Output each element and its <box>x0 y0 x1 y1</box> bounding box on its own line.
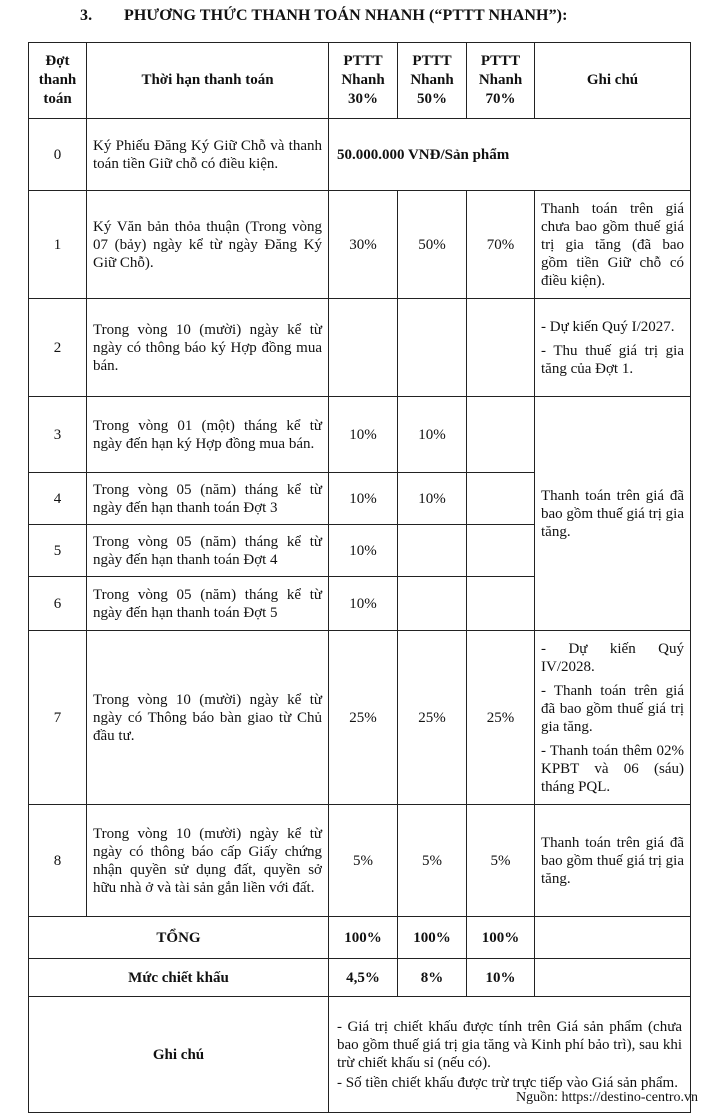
footer-note-label: Ghi chú <box>29 997 329 1113</box>
note-line: - Dự kiến Quý IV/2028. <box>541 640 684 675</box>
table-row <box>29 397 691 473</box>
pct-70 <box>467 473 535 525</box>
note-line: - Thanh toán trên giá đã bao gồm thuế giá trị gia tăng. <box>541 682 684 735</box>
total-note <box>535 917 691 959</box>
pct-50 <box>398 577 467 631</box>
discount-p30: 4,5% <box>329 959 398 997</box>
total-label: TỔNG <box>29 917 329 959</box>
section-number: 3. <box>80 7 93 24</box>
pct-50: 25% <box>398 631 467 805</box>
footer-note-line: - Số tiền chiết khấu được trừ trực tiếp vào Giá sản phẩm. <box>337 1074 678 1091</box>
deadline-text: Trong vòng 10 (mười) ngày kể từ ngày có thông báo cấp Giấy chứng nhận quyền sử dụng đất, quyền sở hữu nhà ở và tài sản gắn liền với đất. <box>87 805 329 917</box>
deadline-text: Trong vòng 05 (năm) tháng kể từ ngày đến hạn thanh toán Đợt 4 <box>87 525 329 577</box>
pct-50 <box>398 299 467 397</box>
discount-row <box>29 959 691 997</box>
table-row <box>29 299 691 397</box>
payment-table <box>28 42 691 1113</box>
installment-no: 5 <box>29 525 87 577</box>
total-p50: 100% <box>398 917 467 959</box>
pct-70 <box>467 525 535 577</box>
pct-30: 10% <box>329 577 398 631</box>
pct-70 <box>467 397 535 473</box>
col-p30: PTTT Nhanh 30% <box>329 43 398 119</box>
deadline-text: Ký Phiếu Đăng Ký Giữ Chỗ và thanh toán tiền Giữ chỗ có điều kiện. <box>87 119 329 191</box>
pct-30 <box>329 299 398 397</box>
pct-30: 10% <box>329 397 398 473</box>
table-row <box>29 631 691 805</box>
pct-30: 25% <box>329 631 398 805</box>
installment-no: 2 <box>29 299 87 397</box>
pct-70: 70% <box>467 191 535 299</box>
pct-70 <box>467 299 535 397</box>
pct-70 <box>467 577 535 631</box>
source-url[interactable]: https://destino-centro.vn <box>561 1090 698 1105</box>
col-note: Ghi chú <box>535 43 691 119</box>
total-p70: 100% <box>467 917 535 959</box>
deadline-text: Trong vòng 05 (năm) tháng kể từ ngày đến hạn thanh toán Đợt 3 <box>87 473 329 525</box>
footer-note-line: - Giá trị chiết khấu được tính trên Giá sản phẩm (chưa bao gồm thuế giá trị gia tăng và Kinh phí bảo trì), sau khi trừ chiết khấu sỉ (nếu có). <box>337 1018 682 1071</box>
pct-30: 10% <box>329 525 398 577</box>
discount-p50: 8% <box>398 959 467 997</box>
section-heading <box>80 7 568 25</box>
pct-70: 25% <box>467 631 535 805</box>
note-line: - Thu thuế giá trị gia tăng của Đợt 1. <box>541 342 684 377</box>
installment-no: 7 <box>29 631 87 805</box>
deadline-text: Trong vòng 01 (một) tháng kể từ ngày đến hạn ký Hợp đồng mua bán. <box>87 397 329 473</box>
note-cell <box>535 631 691 805</box>
total-row <box>29 917 691 959</box>
note-cell <box>535 299 691 397</box>
table-row <box>29 805 691 917</box>
deadline-text: Trong vòng 10 (mười) ngày kể từ ngày có Thông báo bàn giao từ Chủ đầu tư. <box>87 631 329 805</box>
table-row <box>29 119 691 191</box>
header-row <box>29 43 691 119</box>
note-text: Thanh toán trên giá chưa bao gồm thuế giá trị gia tăng (đã bao gồm tiền Giữ chỗ có điều kiện). <box>535 191 691 299</box>
table-row <box>29 191 691 299</box>
source-credit <box>516 1089 698 1107</box>
note-text: Thanh toán trên giá đã bao gồm thuế giá trị gia tăng. <box>535 805 691 917</box>
col-deadline: Thời hạn thanh toán <box>87 43 329 119</box>
installment-no: 1 <box>29 191 87 299</box>
pct-70: 5% <box>467 805 535 917</box>
installment-no: 4 <box>29 473 87 525</box>
pct-50: 10% <box>398 473 467 525</box>
pct-50: 50% <box>398 191 467 299</box>
deadline-text: Ký Văn bản thỏa thuận (Trong vòng 07 (bảy) ngày kể từ ngày Đăng Ký Giữ Chỗ). <box>87 191 329 299</box>
col-installment: Đợt thanh toán <box>29 43 87 119</box>
pct-50 <box>398 525 467 577</box>
pct-30: 30% <box>329 191 398 299</box>
note-text: Thanh toán trên giá đã bao gồm thuế giá trị gia tăng. <box>535 397 691 631</box>
source-label: Nguồn: <box>516 1090 559 1105</box>
col-p50: PTTT Nhanh 50% <box>398 43 467 119</box>
deposit-amount: 50.000.000 VNĐ/Sản phẩm <box>329 119 691 191</box>
deadline-text: Trong vòng 10 (mười) ngày kể từ ngày có thông báo ký Hợp đồng mua bán. <box>87 299 329 397</box>
pct-30: 5% <box>329 805 398 917</box>
note-line: - Dự kiến Quý I/2027. <box>541 318 675 335</box>
installment-no: 6 <box>29 577 87 631</box>
note-line: - Thanh toán thêm 02% KPBT và 06 (sáu) tháng PQL. <box>541 742 684 795</box>
pct-30: 10% <box>329 473 398 525</box>
discount-label: Mức chiết khấu <box>29 959 329 997</box>
pct-50: 5% <box>398 805 467 917</box>
section-title: PHƯƠNG THỨC THANH TOÁN NHANH (“PTTT NHANH”): <box>124 7 568 24</box>
deadline-text: Trong vòng 05 (năm) tháng kể từ ngày đến hạn thanh toán Đợt 5 <box>87 577 329 631</box>
installment-no: 8 <box>29 805 87 917</box>
total-p30: 100% <box>329 917 398 959</box>
discount-note <box>535 959 691 997</box>
installment-no: 0 <box>29 119 87 191</box>
installment-no: 3 <box>29 397 87 473</box>
pct-50: 10% <box>398 397 467 473</box>
discount-p70: 10% <box>467 959 535 997</box>
col-p70: PTTT Nhanh 70% <box>467 43 535 119</box>
